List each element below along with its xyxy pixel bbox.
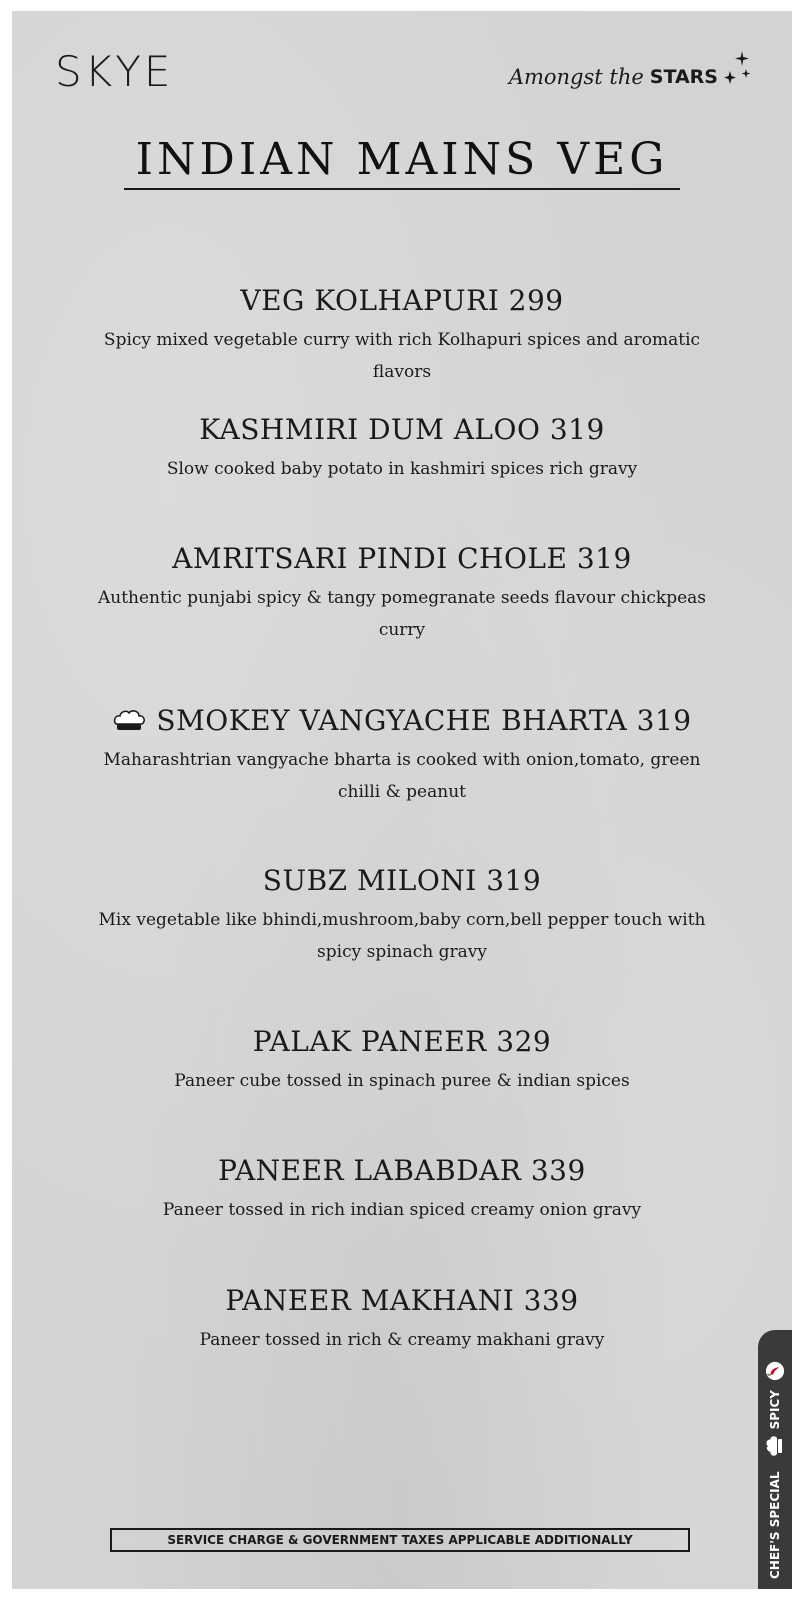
dish-description: Paneer tossed in rich indian spiced creamy onion gravy: [162, 1200, 642, 1220]
tagline: [509, 49, 752, 89]
dish-description: Slow cooked baby potato in kashmiri spices rich gravy: [166, 459, 638, 479]
tagline-script: Amongst the: [508, 65, 644, 89]
legend-content: [758, 1330, 792, 1589]
dish-name: PANEER MAKHANI 339: [225, 1284, 579, 1317]
menu-item: [80, 1154, 724, 1226]
dish-name: SMOKEY VANGYACHE BHARTA 319: [156, 704, 692, 737]
dish-description: Paneer cube tossed in spinach puree & indian spices: [174, 1071, 630, 1091]
page-title: INDIAN MAINS VEG: [135, 134, 669, 185]
legend-spicy-label: SPICY: [768, 1390, 782, 1430]
chef-hat-icon: [765, 1435, 785, 1457]
dish-name: VEG KOLHAPURI 299: [240, 284, 564, 317]
footer-notice: SERVICE CHARGE & GOVERNMENT TAXES APPLICABLE ADDITIONALLY: [110, 1528, 690, 1552]
legend-tab: [758, 1330, 792, 1589]
logo: SKYE: [55, 47, 174, 96]
chilli-icon: [765, 1360, 785, 1382]
menu-item: [80, 704, 724, 808]
dish-description: Mix vegetable like bhindi,mushroom,baby corn,bell pepper touch with spicy spinach gravy: [98, 910, 706, 962]
legend-chefs-special-label: CHEF'S SPECIAL: [768, 1471, 782, 1579]
menu-item: [80, 1025, 724, 1097]
dish-name-row: [80, 704, 724, 738]
menu-item: [80, 413, 724, 485]
menu-item: [80, 542, 724, 646]
dish-description: Maharashtrian vangyache bharta is cooked with onion,tomato, green chilli & peanut: [103, 750, 701, 802]
menu-item: [80, 1284, 724, 1356]
dish-description: Spicy mixed vegetable curry with rich Kolhapuri spices and aromatic flavors: [103, 330, 701, 382]
dish-description: Authentic punjabi spicy & tangy pomegranate seeds flavour chickpeas curry: [97, 588, 707, 640]
dish-name: PALAK PANEER 329: [252, 1025, 552, 1058]
dish-name: PANEER LABABDAR 339: [218, 1154, 586, 1187]
title-divider: [124, 188, 680, 190]
menu-item: [80, 284, 724, 388]
chef-hat-icon: [112, 709, 146, 733]
tagline-bold: STARS: [649, 66, 718, 88]
sparkles-icon: [718, 49, 752, 89]
dish-description: Paneer tossed in rich & creamy makhani gravy: [199, 1330, 605, 1350]
dish-name: KASHMIRI DUM ALOO 319: [199, 413, 605, 446]
menu-item: [80, 864, 724, 968]
dish-name: AMRITSARI PINDI CHOLE 319: [172, 542, 632, 575]
dish-name: SUBZ MILONI 319: [262, 864, 542, 897]
